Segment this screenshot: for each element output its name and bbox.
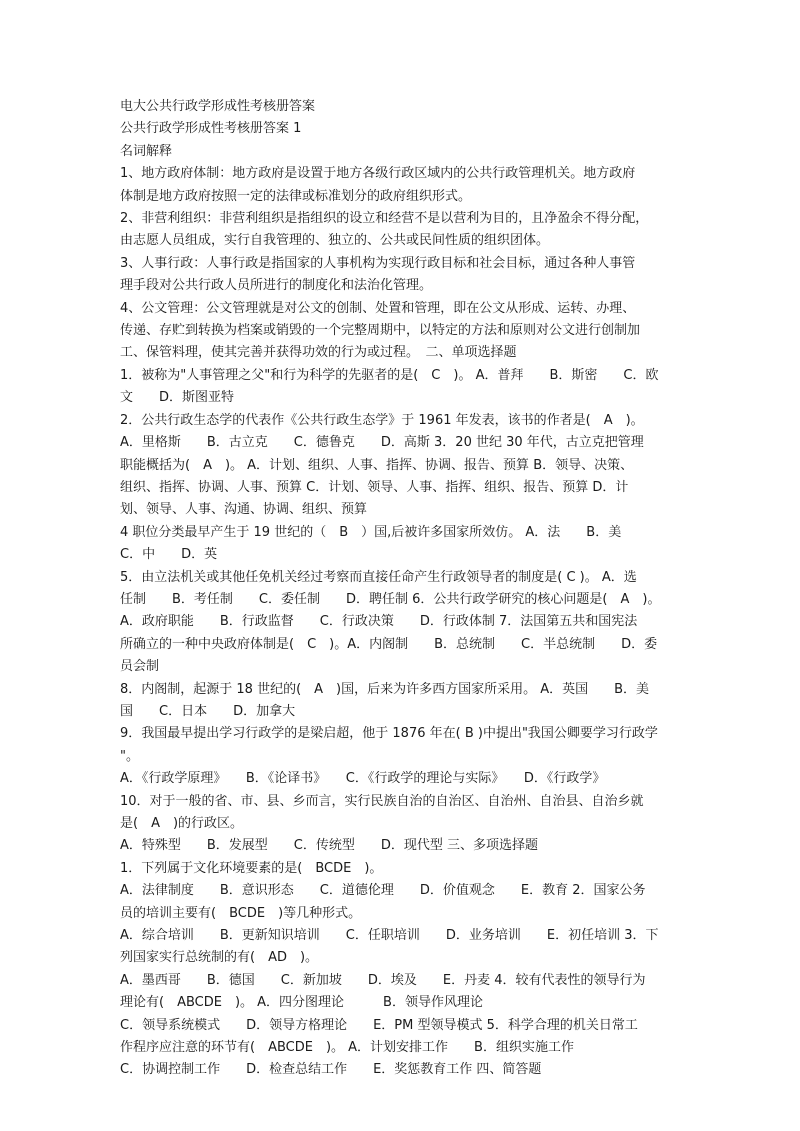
text-line: A．政府职能 B．行政监督 C．行政决策 D．行政体制 7．法国第五共和国宪法 — [120, 614, 638, 630]
document-title: 电大公共行政学形成性考核册答案 — [120, 99, 316, 114]
text-line: 9．我国最早提出学习行政学的是梁启超，他于 1876 年在( B )中提出"我国公卿要学习行政学 — [120, 726, 658, 742]
text-line: C．协调控制工作 D．检查总结工作 E．奖惩教育工作 四、简答题 — [120, 1062, 542, 1078]
document-page — [120, 96, 690, 1082]
text-line: 10．对于一般的省、市、县、乡而言，实行民族自治的自治区、自治州、自治县、自治乡就 — [120, 793, 644, 809]
text-line: 所确立的一种中央政府体制是( C )。A．内阁制 B．总统制 C．半总统制 D．委 — [120, 636, 658, 652]
text-line: A．《行政学原理》 B．《论译书》 C．《行政学的理论与实际》 D．《行政学》 — [120, 771, 606, 787]
text-line: 划、领导、人事、沟通、协调、组织、预算 — [120, 502, 368, 518]
text-line: 由志愿人员组成，实行自我管理的、独立的、公共或民间性质的组织团体。 — [120, 233, 550, 249]
text-line: 1、地方政府体制：地方政府是设置于地方各级行政区域内的公共行政管理机关。地方政府 — [120, 166, 636, 182]
text-line: 体制是地方政府按照一定的法律或标准划分的政府组织形式。 — [120, 188, 472, 204]
text-line: A．综合培训 B．更新知识培训 C．任职培训 D．业务培训 E．初任培训 3．下 — [120, 928, 659, 944]
text-line: A．特殊型 B．发展型 C．传统型 D．现代型 三、多项选择题 — [120, 838, 539, 854]
document-body — [120, 141, 690, 1082]
document-subtitle: 公共行政学形成性考核册答案 1 — [120, 121, 302, 137]
text-line: 5．由立法机关或其他任免机关经过考察而直接任命产生行政领导者的制度是( C )。 A．选 — [120, 569, 637, 585]
text-line: "。 — [120, 748, 139, 764]
text-line: 2．公共行政生态学的代表作《公共行政生态学》于 1961 年发表，该书的作者是( A )。 — [120, 412, 644, 428]
text-line: 名词解释 — [120, 143, 173, 159]
text-line: 理手段对公共行政人员所进行的制度化和法治化管理。 — [120, 278, 433, 294]
text-line: 任制 B．考任制 C．委任制 D．聘任制 6．公共行政学研究的核心问题是( A )。 — [120, 591, 661, 607]
text-line: 列国家实行总统制的有( AD )。 — [120, 950, 319, 966]
text-line: 4、公文管理：公文管理就是对公文的创制、处置和管理，即在公文从形成、运转、办理、 — [120, 300, 636, 316]
text-line: 文 D．斯图亚特 — [120, 390, 235, 406]
text-line: A．墨西哥 B．德国 C．新加坡 D．埃及 E．丹麦 4．较有代表性的领导行为 — [120, 972, 646, 988]
text-line: 工、保管料理，使其完善并获得功效的行为或过程。 二、单项选择题 — [120, 345, 517, 361]
text-line: 作程序应注意的环节有( ABCDE )。 A．计划安排工作 B．组织实施工作 — [120, 1040, 574, 1056]
text-line: 是( A )的行政区。 — [120, 816, 244, 831]
text-line: C．领导系统模式 D．领导方格理论 E．PM 型领导模式 5．科学合理的机关日常工 — [120, 1017, 638, 1033]
text-line: 8．内阁制，起源于 18 世纪的( A )国，后来为许多西方国家所采用。 A．英国 B．美 — [120, 681, 650, 697]
text-line: 1．被称为"人事管理之父"和行为科学的先驱者的是( C )。 A．普拜 B．斯密 C．欧 — [120, 367, 659, 383]
text-line: 国 C．日本 D．加拿大 — [120, 703, 296, 719]
text-line: A．里格斯 B．古立克 C．德鲁克 D．高斯 3．20 世纪 30 年代，古立克把管理 — [120, 435, 644, 451]
text-line: C．中 D．英 — [120, 547, 218, 563]
text-line: 4 职位分类最早产生于 19 世纪的（ B ）国,后被许多国家所效仿。 A．法 B．美 — [120, 524, 622, 540]
text-line: 员会制 — [120, 659, 160, 675]
text-line: 员的培训主要有( BCDE )等几种形式。 — [120, 905, 362, 921]
text-line: 1．下列属于文化环境要素的是( BCDE )。 — [120, 860, 383, 876]
text-line: 理论有( ABCDE )。 A．四分图理论 B．领导作风理论 — [120, 995, 483, 1011]
text-line: 职能概括为( A )。 A．计划、组织、人事、指挥、协调、报告、预算 B．领导、决策、 — [120, 457, 634, 473]
text-line: 组织、指挥、协调、人事、预算 C．计划、领导、人事、指挥、组织、报告、预算 D．计 — [120, 479, 629, 495]
text-line: 3、人事行政：人事行政是指国家的人事机构为实现行政目标和社会目标，通过各种人事管 — [120, 255, 636, 271]
text-line: A．法律制度 B．意识形态 C．道德伦理 D．价值观念 E．教育 2．国家公务 — [120, 883, 646, 899]
text-line: 2、非营利组织：非营利组织是指组织的设立和经营不是以营利为目的，且净盈余不得分配， — [120, 211, 649, 227]
text-line: 传递、存贮到转换为档案或销毁的一个完整周期中，以特定的方法和原则对公文进行创制加 — [120, 323, 641, 339]
